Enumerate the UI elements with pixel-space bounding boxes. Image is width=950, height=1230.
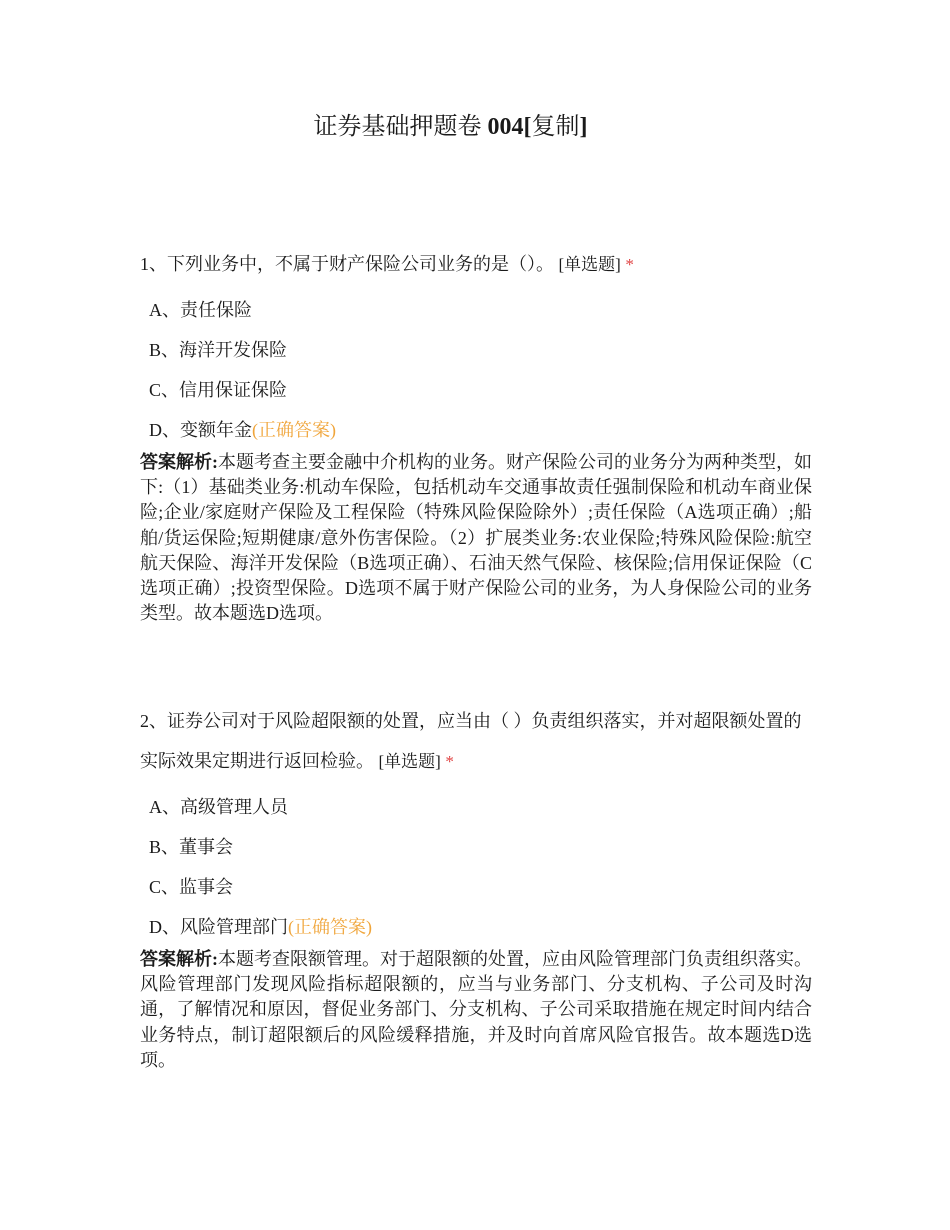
question-stem-text: 2、证券公司对于风险超限额的处置，应当由（ ）负责组织落实，并对超限额处置的实际效果定期进行返回检验。 [140,711,802,771]
option-b [140,330,812,370]
option-text: D、变额年金 [149,420,252,440]
question-stem-text: 1、下列业务中，不属于财产保险公司业务的是（）。 [140,254,554,274]
option-a [140,290,812,330]
option-text: A、高级管理人员 [149,797,288,817]
option-text: B、董事会 [149,837,234,857]
question-type: [单选题] [378,752,441,771]
question-stem [140,244,812,285]
required-star: * [445,752,454,771]
option-text: C、监事会 [149,877,234,897]
title-number: 004[ [487,114,532,140]
option-b [140,827,812,867]
correct-answer-tag: (正确答案) [288,917,372,937]
title-middle: 复制 [531,114,580,140]
analysis-label: 答案解析: [140,452,218,472]
title-prefix: 证券基础押题卷 [313,114,482,140]
option-c [140,867,812,907]
option-text: B、海洋开发保险 [149,340,288,360]
required-star: * [625,255,634,274]
question-type: [单选题] [558,255,621,274]
question-2 [140,701,812,1073]
analysis-text: 本题考查限额管理。对于超限额的处置，应由风险管理部门负责组织落实。风险管理部门发现风险指标超限额的，应当与业务部门、分支机构、子公司及时沟通，了解情况和原因，督促业务部门、分支机构、子公司采取措施在规定时间内结合业务特点，制订超限额后的风险缓释措施，并及时向首席风险官报告。故本题选D选项。 [140,949,812,1070]
option-text: D、风险管理部门 [149,917,288,937]
option-list [140,290,812,450]
page-title [140,110,761,144]
option-c [140,370,812,410]
correct-answer-tag: (正确答案) [252,420,336,440]
analysis-label: 答案解析: [140,949,218,969]
option-text: A、责任保险 [149,300,252,320]
title-suffix: ] [579,114,588,140]
question-stem [140,701,812,782]
option-a [140,787,812,827]
question-1 [140,244,812,626]
option-text: C、信用保证保险 [149,380,288,400]
option-d [140,907,812,947]
option-list [140,787,812,947]
analysis-text: 本题考查主要金融中介机构的业务。财产保险公司的业务分为两种类型，如下:（1）基础类业务:机动车保险，包括机动车交通事故责任强制保险和机动车商业保险;企业/家庭财产保险及工程保险（特殊风险保险除外）;责任保险（A选项正确）;船舶/货运保险;短期健康/意外伤害保险。（2）扩展类业务:农业保险;特殊风险保险:航空航天保险、海洋开发保险（B选项正确）、石油天然气保险、核保险;信用保证保险（C选项正确）;投资型保险。D选项不属于财产保险公司的业务，为人身保险公司的业务类型。故本题选D选项。 [140,452,812,624]
option-d [140,410,812,450]
answer-analysis [140,450,812,626]
answer-analysis [140,947,812,1073]
